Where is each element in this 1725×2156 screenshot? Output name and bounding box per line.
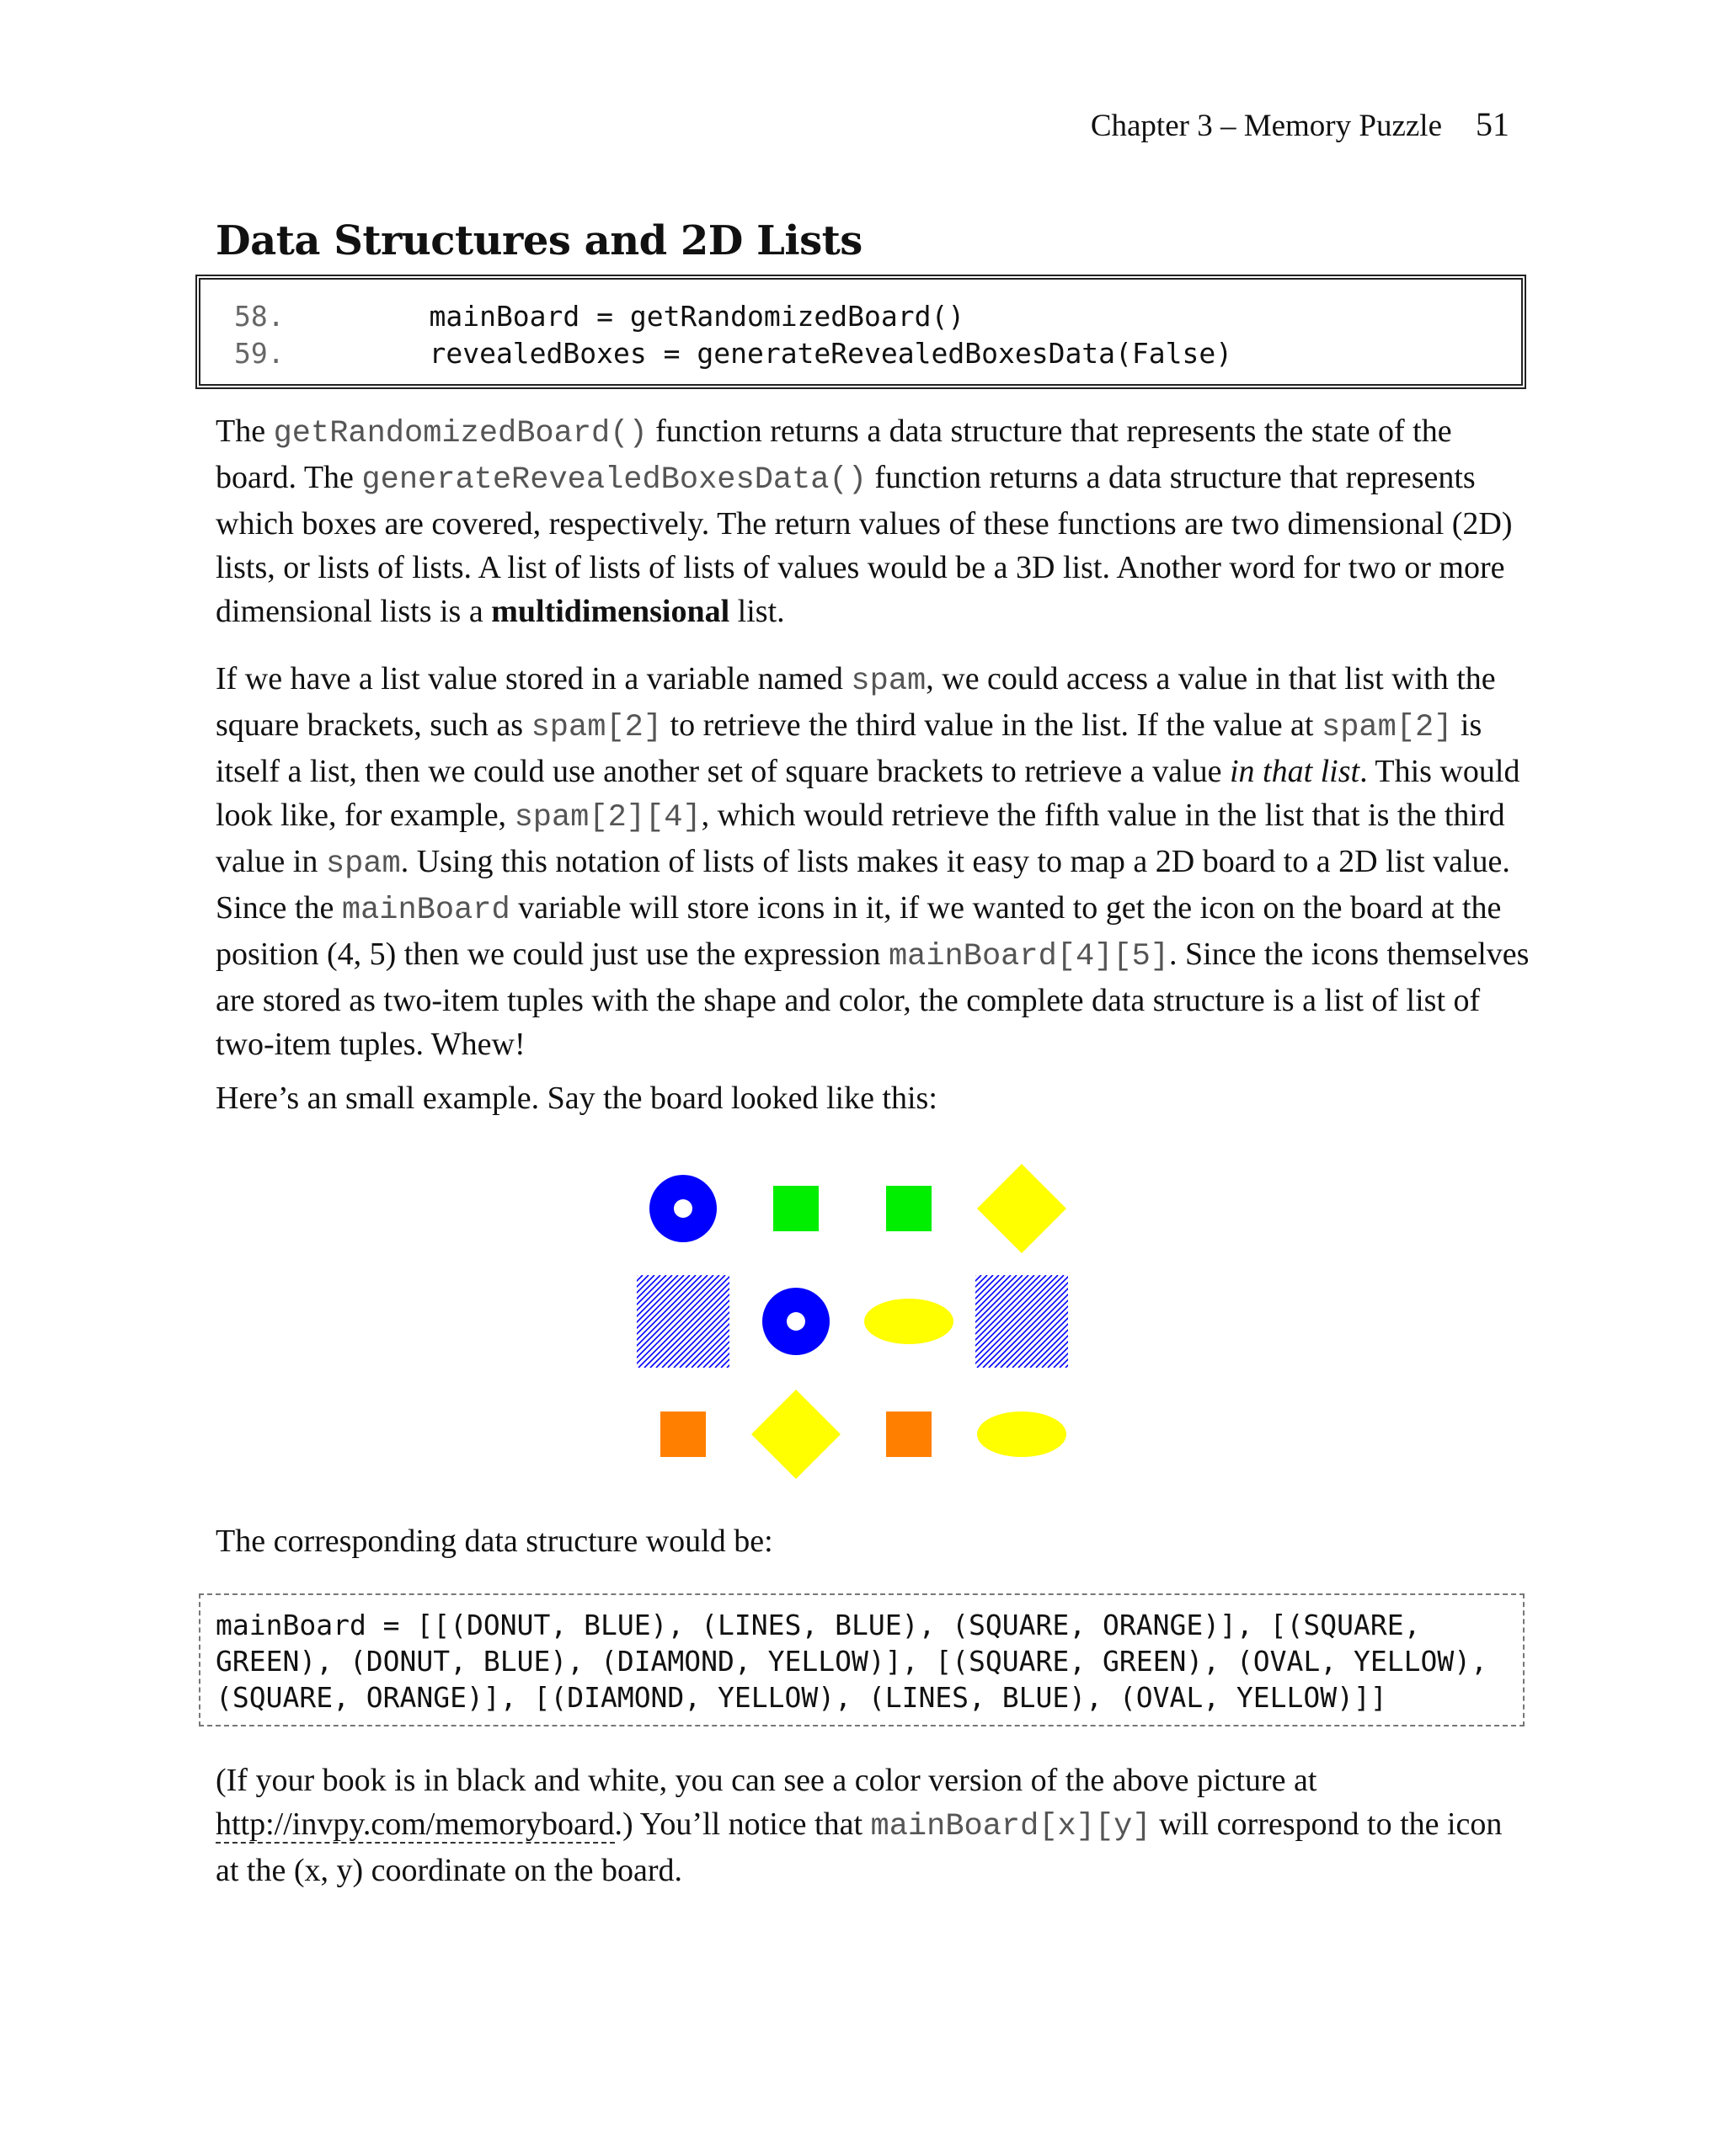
line-number: 59.: [234, 337, 285, 370]
page-number: 51: [1476, 105, 1509, 143]
code-line: [234, 335, 1232, 372]
code-lines: [234, 298, 1232, 372]
line-code: mainBoard = getRandomizedBoard(): [362, 300, 965, 333]
code-listing-box: [195, 275, 1526, 389]
oval-yellow-icon: [862, 1275, 955, 1368]
inline-code: mainBoard: [341, 893, 510, 928]
bold-term: multidimensional: [491, 594, 730, 629]
inline-code: mainBoard[4][5]: [888, 939, 1169, 974]
paragraph-data-structure-intro: The corresponding data structure would be:: [216, 1524, 773, 1559]
text: . Using this notation of lists of lists makes it easy to map a 2D board to a 2D list value. Since the: [216, 844, 1510, 926]
text: to retrieve the third value in the list. If the value at: [662, 707, 1322, 743]
data-structure-snippet-box: [199, 1593, 1525, 1726]
inline-code: generateRevealedBoxesData(): [361, 462, 867, 498]
square-green-icon: [750, 1162, 842, 1255]
donut-blue-icon: [637, 1162, 729, 1255]
inline-code: spam: [851, 664, 927, 699]
lines-blue-icon: [975, 1275, 1068, 1368]
inline-code: spam[2]: [531, 710, 663, 745]
board-illustration: [637, 1162, 1066, 1482]
section-title: Data Structures and 2D Lists: [216, 217, 862, 264]
donut-blue-icon: [750, 1275, 842, 1368]
inline-code: spam[2][4]: [514, 800, 702, 835]
text: , which would retrieve the fifth value in the list that is the third value in: [216, 798, 1505, 879]
square-green-icon: [862, 1162, 955, 1255]
square-orange-icon: [862, 1388, 955, 1481]
snippet-line: mainBoard = [[(DONUT, BLUE), (LINES, BLUE), (SQUARE, ORANGE)], [(SQUARE,: [216, 1609, 1421, 1641]
inline-code: getRandomizedBoard(): [273, 416, 648, 451]
memoryboard-link[interactable]: http://invpy.com/memoryboard: [216, 1806, 615, 1842]
text: function returns a data structure that represents which boxes are covered, respectively. The return values of these functions are two dimensional (2D) lists, or lists of lists. A list of lists of lists of values would be a 3D list. Another word for two or more dimensional lists is a: [216, 460, 1513, 629]
oval-yellow-icon: [975, 1388, 1068, 1481]
snippet-line: GREEN), (DONUT, BLUE), (DIAMOND, YELLOW)], [(SQUARE, GREEN), (OVAL, YELLOW),: [216, 1645, 1487, 1678]
inline-code: spam[2]: [1321, 710, 1453, 745]
text: will correspond to the icon at the (x, y) coordinate on the board.: [216, 1806, 1503, 1888]
square-orange-icon: [637, 1388, 729, 1481]
lines-blue-icon: [637, 1275, 729, 1368]
text: (If your book is in black and white, you can see a color version of the above picture at: [216, 1763, 1317, 1798]
text: The: [216, 414, 274, 449]
text: , we could access a value in that list with the square brackets, such as: [216, 661, 1496, 743]
paragraph-color-note: [216, 1758, 1530, 1892]
snippet-line: (SQUARE, ORANGE)], [(DIAMOND, YELLOW), (LINES, BLUE), (OVAL, YELLOW)]]: [216, 1681, 1387, 1714]
inline-code: spam: [325, 846, 401, 882]
text: .) You’ll notice that: [614, 1806, 871, 1842]
line-number: 58.: [234, 300, 285, 333]
text: is itself a list, then we could use another set of square brackets to retrieve a value: [216, 707, 1482, 789]
code-line: [234, 298, 1232, 335]
paragraph-board-intro: Here’s an small example. Say the board looked like this:: [216, 1081, 937, 1116]
paragraph-spam-example: [216, 657, 1530, 1066]
chapter-title: Chapter 3 – Memory Puzzle: [1090, 109, 1442, 143]
snippet-code: [216, 1607, 1487, 1716]
text: function returns a data structure that represents the state of the board. The: [216, 414, 1452, 495]
text: list.: [729, 594, 785, 629]
text: If we have a list value stored in a variable named: [216, 661, 852, 696]
italic-text: in that list: [1229, 754, 1360, 789]
line-code: revealedBoxes = generateRevealedBoxesData(False): [362, 337, 1233, 370]
paragraph-2d-lists: [216, 409, 1530, 633]
inline-code: mainBoard[x][y]: [870, 1809, 1151, 1844]
running-head: [1091, 104, 1509, 144]
diamond-yellow-icon: [750, 1388, 842, 1481]
text: . This would look like, for example,: [216, 754, 1520, 833]
text: variable will store icons in it, if we wanted to get the icon on the board at the position (4, 5) then we could just use the expression: [216, 890, 1502, 972]
diamond-yellow-icon: [975, 1162, 1068, 1255]
text: . Since the icons themselves are stored as two-item tuples with the shape and color, the complete data structure is a list of list of two-item tuples. Whew!: [216, 937, 1530, 1062]
